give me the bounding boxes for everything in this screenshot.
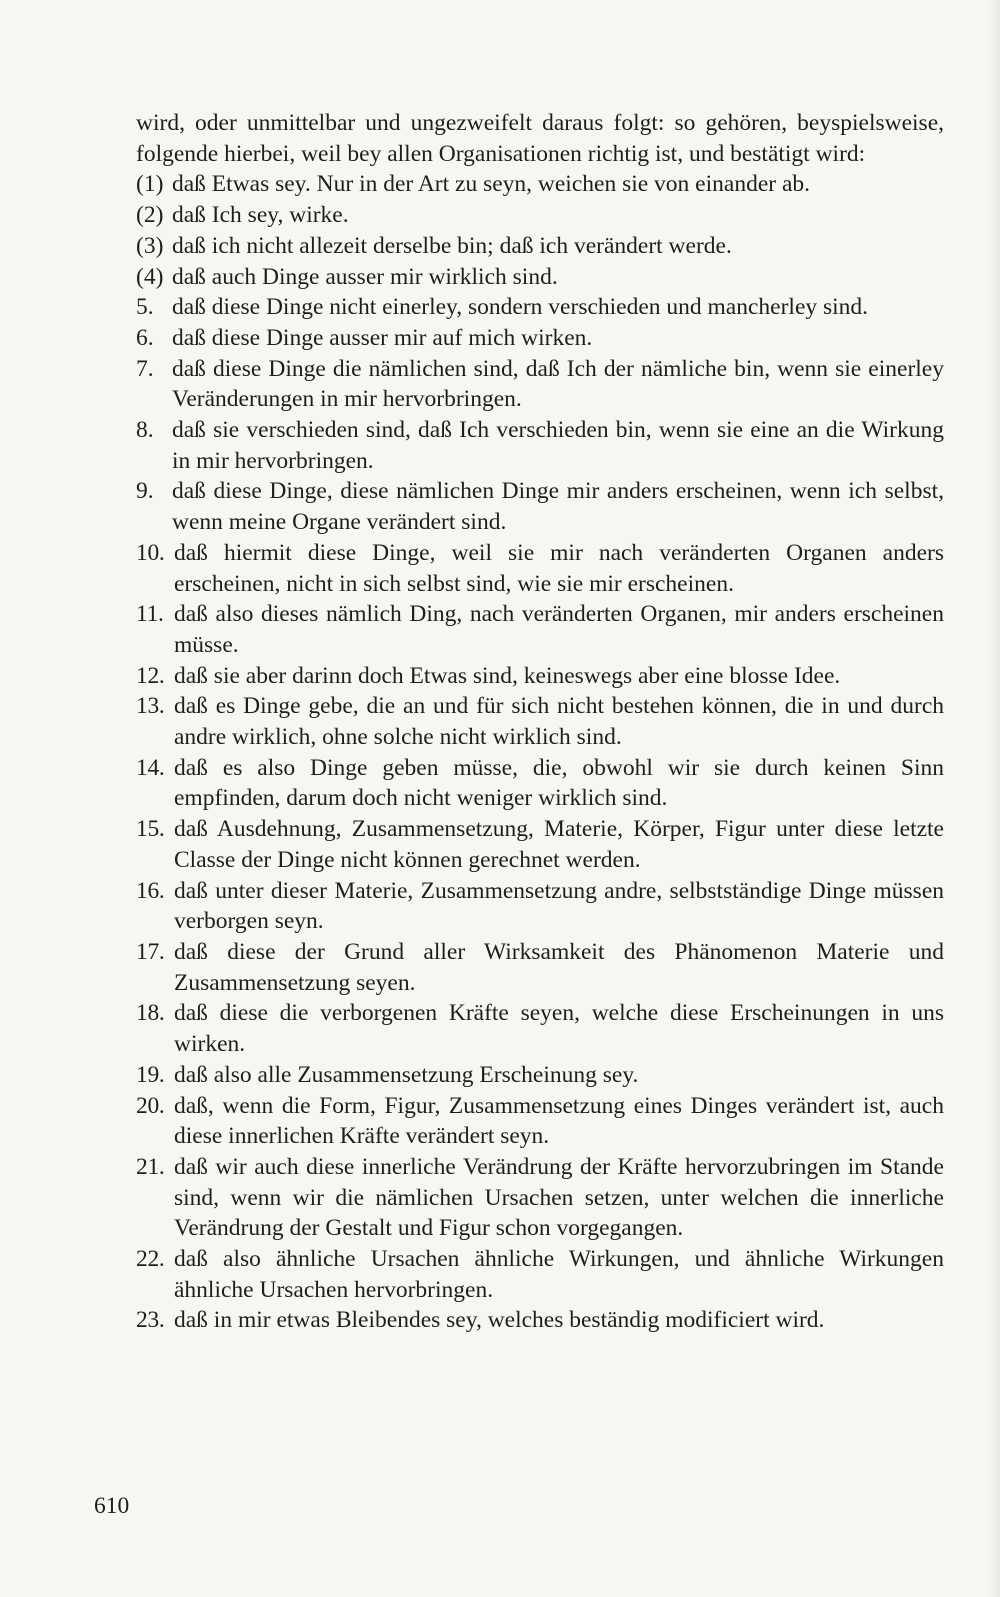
list-item (136, 599, 944, 660)
item-text: daß sie aber darinn doch Etwas sind, keineswegs aber eine blosse Idee. (174, 662, 841, 689)
list-item (136, 169, 944, 200)
item-text: daß diese Dinge ausser mir auf mich wirken. (172, 324, 593, 351)
item-number: (2) (136, 202, 164, 229)
list-item (136, 691, 944, 752)
item-number: 5. (136, 294, 154, 321)
list-item (136, 661, 944, 692)
item-number: 8. (136, 417, 154, 444)
list-item (136, 354, 944, 415)
item-text: daß diese Dinge nicht einerley, sondern verschieden und mancherley sind. (172, 294, 869, 321)
item-number: 21. (136, 1153, 165, 1180)
list-item (136, 476, 944, 537)
item-number: 14. (136, 754, 165, 781)
item-text: daß ich nicht allezeit derselbe bin; daß ich verändert werde. (172, 232, 732, 259)
item-text: daß also dieses nämlich Ding, nach veränderten Organen, mir anders erscheinen müsse. (174, 601, 944, 658)
page-body (136, 108, 944, 1336)
item-text: daß diese Dinge die nämlichen sind, daß Ich der nämliche bin, wenn sie einerley Veränderungen in mir hervorbringen. (172, 355, 944, 413)
list-item (136, 262, 944, 293)
item-number: 15. (136, 816, 165, 843)
item-text: daß es Dinge gebe, die an und für sich nicht bestehen können, die in und durch andre wirklich, ohne solche nicht wirklich sind. (174, 693, 944, 751)
item-text: daß also ähnliche Ursachen ähnliche Wirkungen, und ähnliche Wirkungen ähnliche Ursachen hervorbringen. (174, 1246, 944, 1303)
item-number: 9. (136, 478, 154, 505)
list-item (136, 1091, 944, 1152)
item-number: 7. (136, 355, 154, 382)
item-text: daß diese die verborgenen Kräfte seyen, welche diese Erscheinungen in uns wirken. (174, 1000, 944, 1058)
item-number: 20. (136, 1092, 165, 1119)
list-item (136, 323, 944, 354)
item-number: 17. (136, 938, 165, 965)
list-item (136, 415, 944, 476)
item-text: daß sie verschieden sind, daß Ich verschieden bin, wenn sie eine an die Wirkung in mir hervorbringen. (172, 417, 944, 474)
numbered-list (136, 169, 944, 1336)
list-item (136, 1152, 944, 1244)
list-item (136, 998, 944, 1059)
item-text: daß hiermit diese Dinge, weil sie mir nach veränderten Organen anders erscheinen, nicht in sich selbst sind, wie sie mir erscheinen. (174, 539, 944, 597)
item-text: daß unter dieser Materie, Zusammensetzung andre, selbstständige Dinge müssen verborgen seyn. (174, 877, 944, 935)
list-item (136, 937, 944, 998)
item-text: daß Etwas sey. Nur in der Art zu seyn, weichen sie von einander ab. (172, 171, 810, 198)
item-text: daß in mir etwas Bleibendes sey, welches beständig modificiert wird. (174, 1307, 825, 1334)
item-number: 22. (136, 1246, 165, 1273)
item-number: 18. (136, 1000, 165, 1027)
item-text: daß Ausdehnung, Zusammensetzung, Materie, Körper, Figur unter diese letzte Classe der Dinge nicht können gerechnet werden. (174, 816, 944, 873)
item-number: (4) (136, 263, 164, 290)
item-text: daß diese Dinge, diese nämlichen Dinge mir anders erscheinen, wenn ich selbst, wenn meine Organe verändert sind. (172, 478, 944, 536)
list-item (136, 876, 944, 937)
item-number: 13. (136, 693, 165, 720)
list-item (136, 200, 944, 231)
item-number: 11. (136, 601, 164, 628)
item-number: 6. (136, 324, 154, 351)
page-edge-shadow (986, 0, 1000, 1597)
item-number: (3) (136, 232, 164, 259)
item-text: daß wir auch diese innerliche Verändrung der Kräfte hervorzubringen im Stande sind, wenn wir die nämlichen Ursachen setzen, unter welchen die innerliche Verändrung der Gestalt und Figur schon vorgegangen. (174, 1153, 944, 1242)
item-number: 10. (136, 539, 165, 566)
list-item (136, 231, 944, 262)
item-number: (1) (136, 171, 164, 198)
item-number: 23. (136, 1307, 165, 1334)
item-number: 16. (136, 877, 165, 904)
item-text: daß, wenn die Form, Figur, Zusammensetzung eines Dinges verändert ist, auch diese innerlichen Kräfte verändert seyn. (174, 1092, 944, 1150)
list-item (136, 538, 944, 599)
list-item (136, 1244, 944, 1305)
page-number: 610 (94, 1493, 130, 1519)
intro-paragraph: wird, oder unmittelbar und ungezweifelt daraus folgt: so gehören, beyspielsweise, folgende hierbei, weil bey allen Organisationen richtig ist, und bestätigt wird: (136, 110, 944, 167)
item-text: daß es also Dinge geben müsse, die, obwohl wir sie durch keinen Sinn empfinden, darum doch nicht weniger wirklich sind. (174, 754, 944, 812)
list-item (136, 814, 944, 875)
list-item (136, 753, 944, 814)
list-item (136, 1060, 944, 1091)
list-item (136, 292, 944, 323)
item-text: daß diese der Grund aller Wirksamkeit des Phänomenon Materie und Zusammensetzung seyen. (174, 938, 944, 996)
list-item (136, 1305, 944, 1336)
item-text: daß auch Dinge ausser mir wirklich sind. (172, 263, 558, 290)
item-number: 19. (136, 1061, 165, 1088)
item-number: 12. (136, 662, 165, 689)
item-text: daß Ich sey, wirke. (172, 202, 349, 229)
item-text: daß also alle Zusammensetzung Erscheinung sey. (174, 1061, 639, 1088)
